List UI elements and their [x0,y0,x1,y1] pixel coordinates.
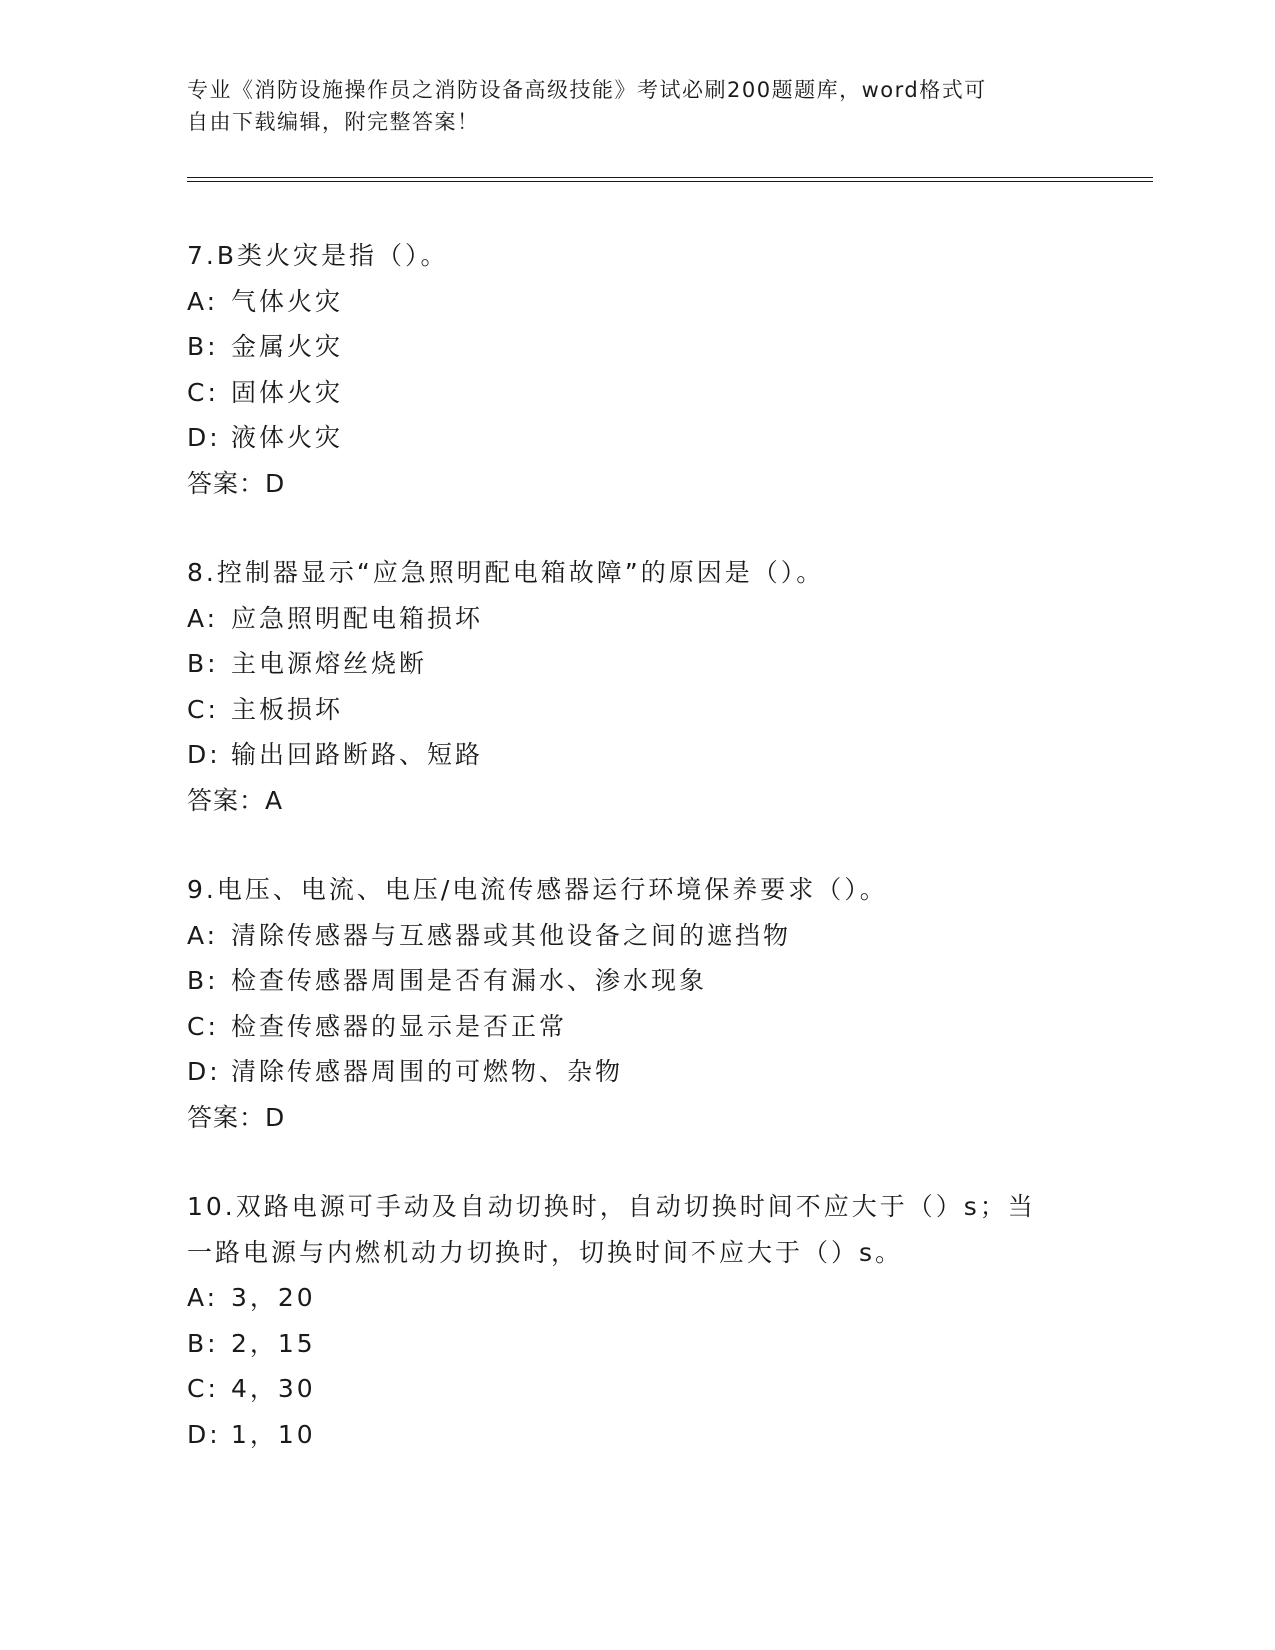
option-key: B: [187,966,219,995]
answer-line: 答案：D [187,468,286,498]
option-text: 液体火灾 [231,423,344,452]
page-header [187,74,1067,138]
option-key: B: [187,1328,219,1358]
option-c [187,687,1067,733]
question-7 [187,233,1067,506]
option-text: 输出回路断路、短路 [231,740,484,769]
option-text: 4，30 [231,1374,316,1403]
option-key: A: [187,920,219,950]
option-c [187,370,1067,416]
option-key: C: [187,694,219,724]
option-text: 清除传感器周围的可燃物、杂物 [231,1057,624,1086]
question-stem-cont: 一路电源与内燃机动力切换时，切换时间不应大于（）s。 [187,1237,904,1267]
option-key: D: [187,1419,221,1449]
question-stem: 9.电压、电流、电压/电流传感器运行环境保养要求（）。 [187,875,888,904]
option-key: A: [187,603,219,633]
option-text: 主电源熔丝烧断 [231,649,428,678]
option-b [187,324,1067,370]
option-key: A: [187,1283,219,1312]
question-list [187,233,1067,1501]
option-key: C: [187,377,219,407]
option-key: C: [187,1374,219,1403]
answer-line: 答案：A [187,785,284,815]
option-text: 气体火灾 [231,286,344,316]
option-text: 主板损坏 [231,694,344,724]
option-key: D: [187,423,221,452]
option-text: 固体火灾 [231,377,344,407]
option-b [187,958,1067,1004]
option-key: B: [187,332,219,361]
option-d [187,1049,1067,1095]
option-a [187,596,1067,642]
option-a [187,279,1067,325]
option-text: 检查传感器周围是否有漏水、渗水现象 [231,966,708,995]
option-text: 清除传感器与互感器或其他设备之间的遮挡物 [231,920,792,950]
header-divider-bottom [187,181,1153,182]
option-key: A: [187,286,219,316]
option-text: 2，15 [231,1328,316,1358]
question-8 [187,550,1067,823]
question-10 [187,1184,1067,1457]
option-key: C: [187,1011,219,1041]
question-stem: 8.控制器显示“应急照明配电箱故障”的原因是（）。 [187,558,825,587]
option-c [187,1004,1067,1050]
option-a [187,1275,1067,1321]
question-9 [187,867,1067,1140]
option-text: 3，20 [231,1283,316,1312]
answer-line: 答案：D [187,1102,286,1132]
option-key: B: [187,649,219,678]
question-stem: 10.双路电源可手动及自动切换时，自动切换时间不应大于（）s；当 [187,1192,1036,1221]
option-a [187,913,1067,959]
option-text: 1，10 [231,1419,316,1449]
header-line-2: 自由下载编辑，附完整答案！ [187,110,480,134]
header-divider-top [187,177,1153,178]
question-stem: 7.B类火灾是指（）。 [187,241,449,270]
option-c [187,1366,1067,1412]
option-b [187,641,1067,687]
option-b [187,1321,1067,1367]
header-line-1: 专业《消防设施操作员之消防设备高级技能》考试必刷200题题库，word格式可 [187,78,987,102]
option-text: 金属火灾 [231,332,344,361]
option-d [187,732,1067,778]
option-key: D: [187,740,221,769]
option-text: 应急照明配电箱损坏 [231,603,484,633]
option-d [187,415,1067,461]
option-d [187,1412,1067,1458]
option-text: 检查传感器的显示是否正常 [231,1011,568,1041]
option-key: D: [187,1057,221,1086]
